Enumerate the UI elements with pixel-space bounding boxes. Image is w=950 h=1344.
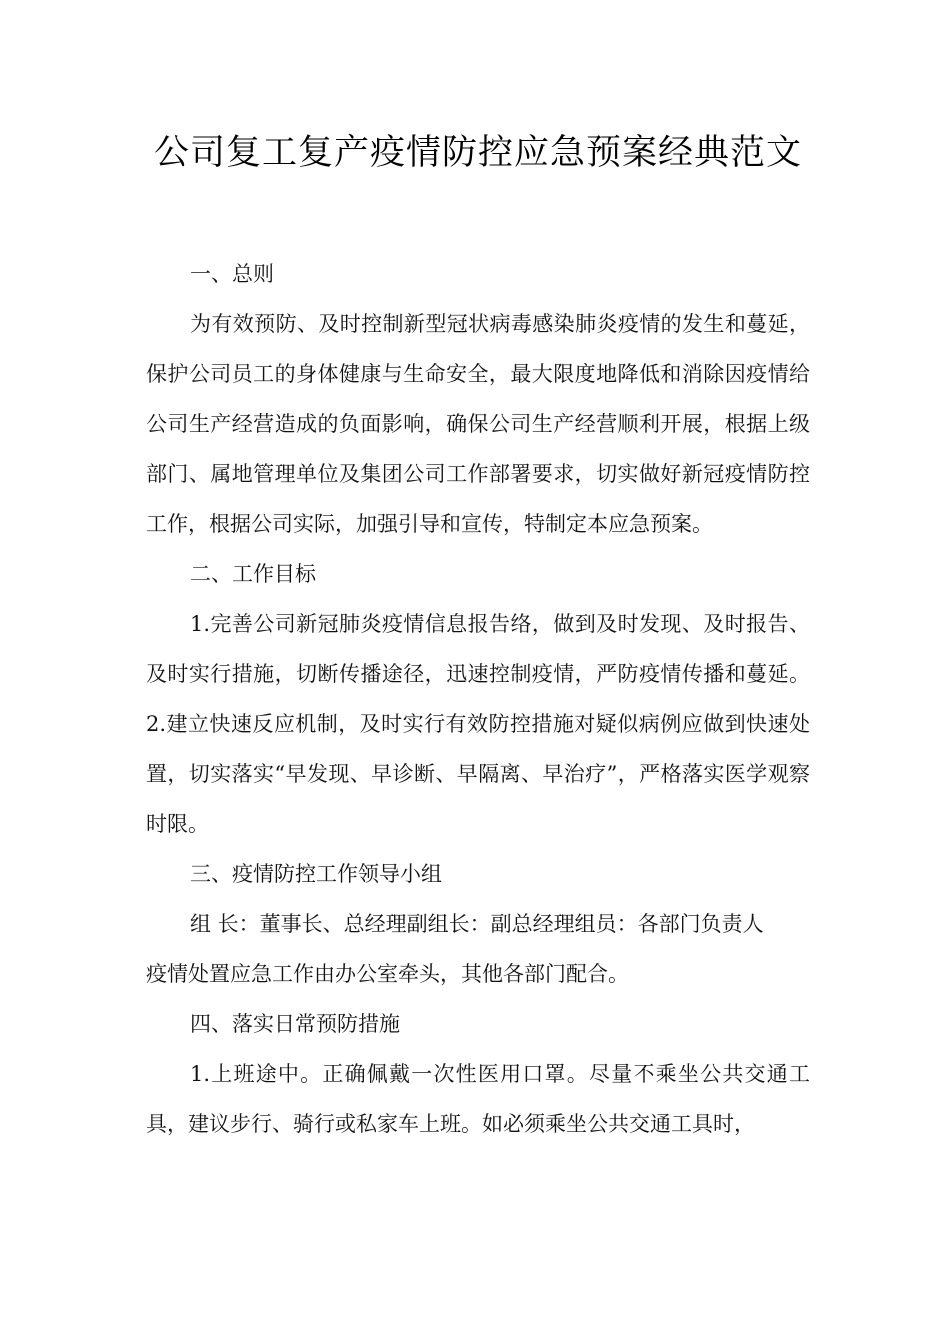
paragraph-purpose: 为有效预防、及时控制新型冠状病毒感染肺炎疫情的发生和蔓延，保护公司员工的身体健康与生命安全，最大限度地降低和消除因疫情给公司生产经营造成的负面影响，确保公司生产经营顺利开展，根据上级部门、属地管理单位及集团公司工作部署要求，切实做好新冠疫情防控工作，根据公司实际，加强引导和宣传，特制定本应急预案。 [146, 312, 810, 536]
section-heading-general: 一、总则 [190, 262, 274, 286]
paragraph-goals: 1.完善公司新冠肺炎疫情信息报告络，做到及时发现、及时报告、及时实行措施，切断传播途径，迅速控制疫情，严防疫情传播和蔓延。2.建立快速反应机制，及时实行有效防控措施对疑似病例应做到快速处置，切实落实“早发现、早诊断、早隔离、早治疗”，严格落实医学观察时限。 [146, 612, 810, 836]
paragraph-commute: 1.上班途中。正确佩戴一次性医用口罩。尽量不乘坐公共交通工具，建议步行、骑行或私家车上班。如必须乘坐公共交通工具时， [146, 1062, 810, 1136]
paragraph-leadership-members: 组 长：董事长、总经理副组长：副总经理组员：各部门负责人 [190, 912, 764, 936]
document-title: 公司复工复产疫情防控应急预案经典范文 [153, 133, 802, 173]
section-heading-leadership: 三、疫情防控工作领导小组 [190, 862, 442, 886]
paragraph-leadership-note: 疫情处置应急工作由办公室牵头，其他各部门配合。 [146, 962, 629, 986]
section-heading-goals: 二、工作目标 [190, 562, 316, 586]
document-body [146, 249, 810, 1149]
section-heading-prevention: 四、落实日常预防措施 [190, 1012, 400, 1036]
